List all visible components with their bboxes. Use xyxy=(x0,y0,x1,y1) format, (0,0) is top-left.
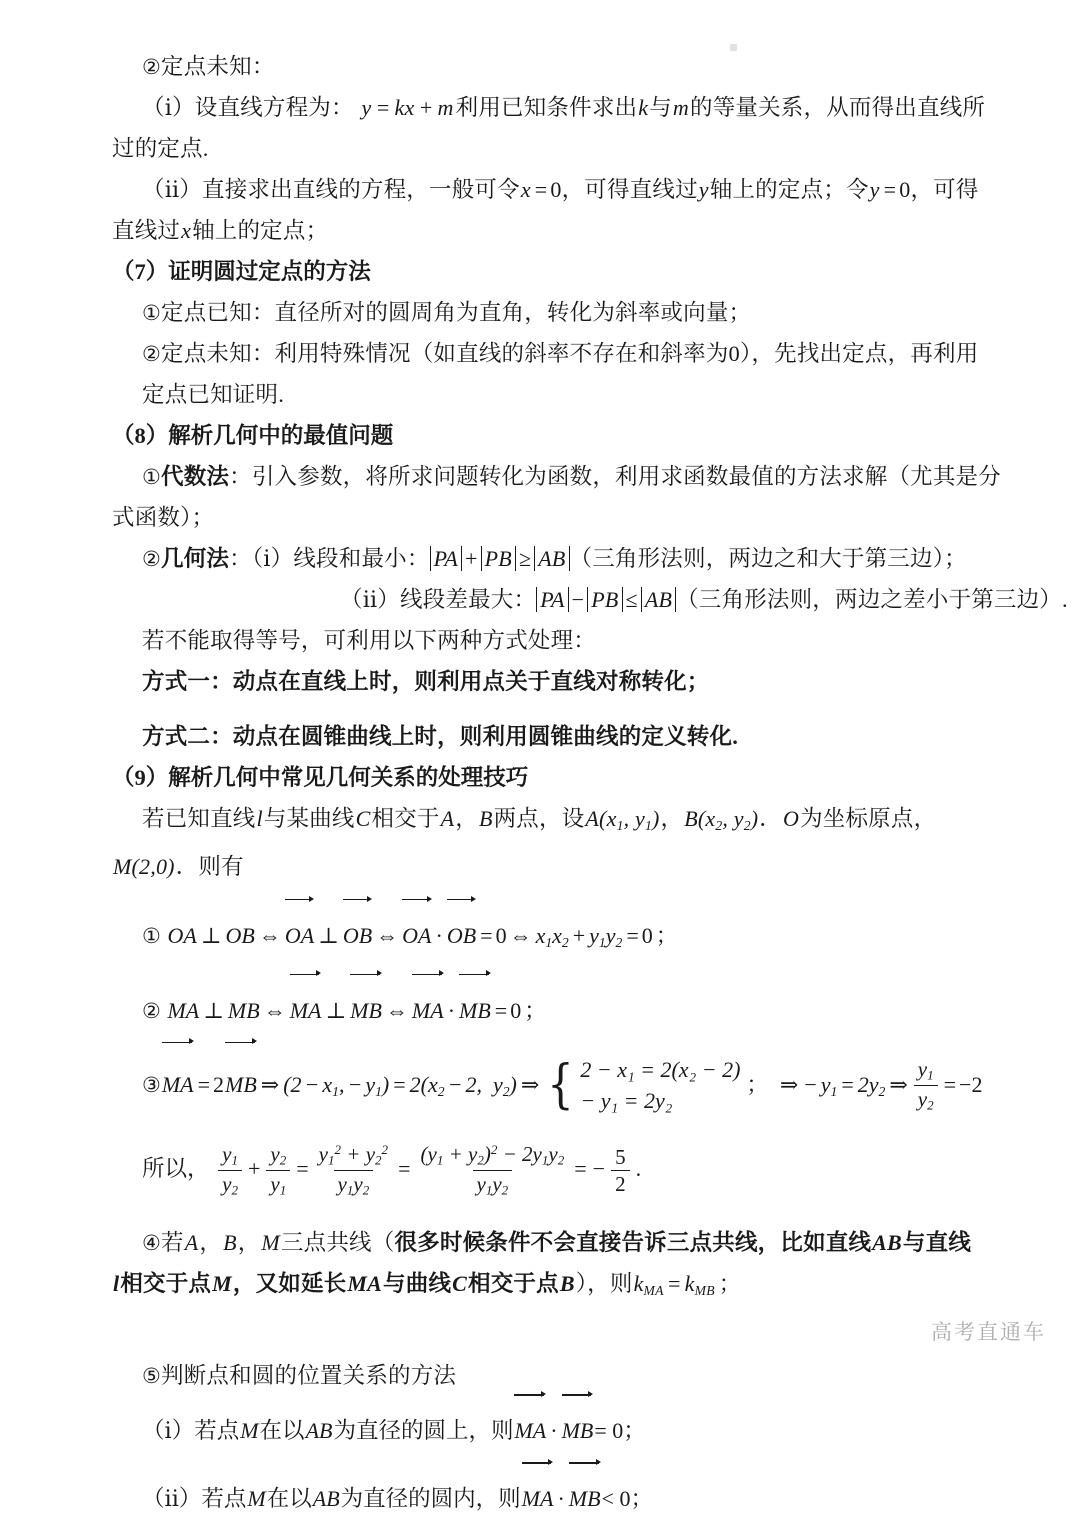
left-brace: { xyxy=(547,1054,575,1115)
section8-item-1-text: ：引入参数，将所求问题转化为函数，利用求函数最值的方法求解（尤其是分 xyxy=(229,464,1001,489)
f8-b: 在以 xyxy=(266,1486,312,1512)
f8-label: （ⅱ） xyxy=(142,1486,202,1512)
sub-label-ii: （ⅱ） xyxy=(142,177,202,202)
formula-4-sum-of-ratios: 所以， $\frac{y_1}{y_2}$ + $\frac{y_2}{y_1}$ = $\frac{y_1^2 + y_2^2}{y_1y_2}$ = $\frac{(y_1 + y_2)^2 - 2y_1y_2}{y_1y_2}$ = − $\frac{5}{2}$ . xyxy=(142,1142,642,1198)
seg-MA-bold: MA xyxy=(347,1271,383,1297)
var-y: y xyxy=(698,177,709,202)
list-marker-2c: ② xyxy=(142,547,162,571)
paragraph-sub-i xyxy=(112,87,1002,128)
vector-MA-3: MA xyxy=(162,1044,194,1124)
list-marker-4: ④ xyxy=(142,1231,162,1256)
paragraph-sub-ii xyxy=(112,169,1002,210)
var-M2: M xyxy=(261,1230,280,1256)
vector-OB: OB xyxy=(343,901,372,969)
intro-a: 若已知直线 xyxy=(142,806,256,831)
vector-MB: MB xyxy=(350,976,382,1044)
fraction-result: $\frac{5}{2}$ xyxy=(611,1145,630,1196)
section8-item-3-text-b: （三角形法则，两边之差小于第三边）. xyxy=(676,587,1068,612)
spacer xyxy=(112,1311,1002,1355)
vector-MA-5: MA xyxy=(522,1464,554,1532)
equation-line-form: y = kx + m xyxy=(361,95,454,120)
f5-bold-f: 相交于点 xyxy=(468,1271,559,1297)
fraction-y1-over-y2: $\frac{y_1}{y_2}$ xyxy=(218,1142,242,1198)
var-l: l xyxy=(256,806,263,831)
section7-item-1-text: 定点已知：直径所对的圆周角为直角，转化为斜率或向量； xyxy=(161,300,752,325)
vector-MA: MA xyxy=(290,976,322,1044)
method-algebraic-label: 代数法 xyxy=(161,464,230,489)
f5-bold-b: 与直线 xyxy=(902,1230,972,1256)
vector-MA-2: MA xyxy=(412,976,444,1044)
f7-rel: = 0 xyxy=(594,1418,624,1444)
seg-OB: OB xyxy=(225,922,255,948)
fraction-expanded: $\frac{(y_1 + y_2)^2 - 2y_1y_2}{y_1y_2}$ xyxy=(420,1142,565,1198)
fraction-squares: $\frac{y_1^2 + y_2^2}{y_1y_2}$ xyxy=(318,1142,389,1198)
var-C: C xyxy=(355,806,371,831)
section9-intro xyxy=(112,798,1002,846)
seg-AB-4: AB xyxy=(312,1486,340,1512)
intro-g: 为坐标原点， xyxy=(800,806,937,831)
sub-text-b: 利用已知条件求出 xyxy=(455,95,638,120)
abs-PB-2: PB xyxy=(587,587,622,612)
section8-item-3-text-a: （ⅱ）线段差最大： xyxy=(340,587,537,612)
list-marker-2b: ② xyxy=(142,342,162,366)
list-marker-3: ③ xyxy=(142,1072,161,1097)
f7-a: 若点 xyxy=(194,1418,240,1444)
sub-label-i: （ⅰ） xyxy=(142,95,195,120)
section7-item-2 xyxy=(112,333,1002,374)
section8-item-3: （ⅱ）线段差最大： PA − PB ≤ AB （三角形法则，两边之差小于第三边）. xyxy=(340,587,1068,612)
method-geometric-label: 几何法 xyxy=(161,546,230,571)
f5-a: 若 xyxy=(161,1230,184,1256)
f5-bold-c: 相交于点 xyxy=(120,1271,212,1297)
list-marker-5: ⑤ xyxy=(142,1364,162,1389)
intro-e: 两点，设 xyxy=(493,806,585,831)
paragraph-fixed-point-unknown xyxy=(112,46,1002,87)
section9-intro-cont xyxy=(112,846,1002,887)
list-marker-1c: ① xyxy=(142,923,161,948)
section8-item-1-cont: 式函数）； xyxy=(112,505,215,530)
system-row-2: − y₁ = 2y₂ xyxy=(580,1088,673,1114)
sub-text-c: 与 xyxy=(649,95,672,120)
sub-text-b2: ，可得直线过 xyxy=(561,177,698,202)
fraction-y2-over-y1: $\frac{y_2}{y_1}$ xyxy=(266,1142,290,1198)
system-row-1: 2 − x₁ = 2(x₂ − 2) xyxy=(580,1057,741,1083)
abs-AB-2: AB xyxy=(641,587,676,612)
section7-item-2-cont: 定点已知证明. xyxy=(142,382,285,407)
vector-MB-4: MB xyxy=(562,1396,594,1464)
var-A: A xyxy=(440,806,455,831)
f8-rel: < 0 xyxy=(601,1486,631,1512)
equation-y-zero: y = 0 xyxy=(869,177,911,202)
f5-c2: ， xyxy=(237,1230,261,1256)
sub-text-d: 的等量关系，从而得出直线所 xyxy=(690,95,986,120)
sub-text-a2: 直接求出直线的方程，一般可令 xyxy=(202,177,520,202)
section-heading-9: （9）解析几何中常见几何关系的处理技巧 xyxy=(112,765,529,790)
intro-f: ． xyxy=(759,806,782,831)
formula-7-point-on-circle: （ⅰ）若点M在以AB为直径的圆上，则MA · MB= 0； xyxy=(112,1396,1002,1464)
abs-PA: PA xyxy=(430,546,462,571)
intro-d: ， xyxy=(455,806,478,831)
paragraph-sub-ii-cont xyxy=(112,210,1002,251)
vector-MB-3: MB xyxy=(225,1044,257,1124)
formula-5-collinear xyxy=(112,1222,1002,1263)
var-M-bold: M xyxy=(212,1271,232,1297)
watermark: 高考直通车 xyxy=(931,1321,1046,1344)
var-B2: B xyxy=(223,1230,237,1256)
var-x-axis: x xyxy=(181,218,192,243)
f8-c: 为直径的圆内，则 xyxy=(340,1486,521,1512)
paragraph-sub-i-cont: 过的定点. xyxy=(112,136,209,161)
section-heading-7: （7）证明圆过定点的方法 xyxy=(112,259,371,284)
spacer xyxy=(112,702,1002,716)
spacer xyxy=(112,887,1002,901)
var-C-bold: C xyxy=(452,1271,468,1297)
formula-6-point-circle-heading xyxy=(112,1355,1002,1396)
spacer xyxy=(112,1208,1002,1222)
fraction-y1-y2: $\frac{y_1}{y_2}$ xyxy=(914,1057,938,1113)
f5-c: ），则 xyxy=(575,1271,633,1297)
f8-a: 若点 xyxy=(201,1486,247,1512)
cont-text-b: 轴上的定点； xyxy=(192,218,329,243)
var-k: k xyxy=(638,95,649,120)
var-B: B xyxy=(478,806,493,831)
section8-item-2-text-a: ：（ⅰ）线段和最小： xyxy=(229,546,430,571)
slope-equality: $k_{MA} = k_{MB}$ xyxy=(633,1271,715,1299)
list-marker-2: ② xyxy=(142,55,162,79)
sub-text-c2: 轴上的定点；令 xyxy=(709,177,869,202)
therefore-label: 所以， xyxy=(142,1156,210,1182)
f7-label: （ⅰ） xyxy=(142,1418,195,1444)
equation-system xyxy=(544,1054,741,1116)
section7-item-2-text: 定点未知：利用特殊情况（如直线的斜率不存在和斜率为0），先找出定点，再利用 xyxy=(161,341,979,366)
var-O: O xyxy=(782,806,800,831)
var-A2: A xyxy=(184,1230,199,1256)
f5-c1: ， xyxy=(199,1230,223,1256)
abs-PA-2: PA xyxy=(536,587,568,612)
cont-text-a: 直线过 xyxy=(112,218,181,243)
list-marker-2d: ② xyxy=(142,998,161,1023)
abs-PB: PB xyxy=(481,546,516,571)
formula-3-vector-ratio: ③MA = 2MB ⇒ ($2 - x_1$, − $y_1) = 2(x_2 - 2$, $y_2$) ⇒ { 2 − x₁ = 2(x₂ − 2) − y₁ = 2y₂ ； ⇒ − $y_1 = 2y_2$ ⇒ $\frac{y_1}{y_2}$ = −2 xyxy=(112,1044,1002,1131)
f5-bold-e: 与曲线 xyxy=(383,1271,452,1297)
intro-b: 与某曲线 xyxy=(263,806,355,831)
list-marker-1b: ① xyxy=(142,465,162,489)
point-M: M(2,0) xyxy=(113,853,175,879)
section-heading-8: （8）解析几何中的最值问题 xyxy=(112,423,394,448)
formula-5-collinear-cont: l相交于点M，又如延长MA与曲线C相交于点B），则$k_{MA} = k_{MB}$ ； xyxy=(113,1271,741,1299)
f5-b: 三点共线（ xyxy=(280,1230,395,1256)
seg-MB: MB xyxy=(227,997,260,1023)
var-M3: M xyxy=(240,1418,259,1444)
var-AB-bold: AB xyxy=(872,1230,902,1256)
var-l-bold: l xyxy=(113,1271,120,1297)
abs-AB: AB xyxy=(534,546,569,571)
intro-c: 相交于 xyxy=(371,806,440,831)
formula-1-perpendicular-OA-OB: ① OA ⊥ OB ⇔ OA ⊥ OB ⇔ OA · OB = 0 ⇔ $x_1x_2 + y_1y_2 = 0$ ； xyxy=(112,901,1002,976)
section8-item-2: ②几何法：（ⅰ）线段和最小： PA + PB ≥ AB （三角形法则，两边之和大于第三边）； xyxy=(142,546,967,571)
section8-way-2: 方式二：动点在圆锥曲线上时，则利用圆锥曲线的定义转化. xyxy=(142,724,739,749)
vector-MB-5: MB xyxy=(569,1464,601,1532)
section8-item-2-text-b: （三角形法则，两边之和大于第三边）； xyxy=(569,546,967,571)
list-marker-1: ① xyxy=(142,301,162,325)
point-B: $B(x_2$, $y_2$) xyxy=(684,806,759,833)
sub-text-a: 设直线方程为： xyxy=(194,95,354,120)
seg-AB-3: AB xyxy=(305,1418,333,1444)
vector-MB-2: MB xyxy=(459,976,491,1044)
f8-end: ； xyxy=(630,1486,653,1512)
vector-OA: OA xyxy=(285,901,314,969)
f7-c: 为直径的圆上，则 xyxy=(333,1418,514,1444)
f7-end: ； xyxy=(623,1418,646,1444)
point-A: $A(x_1$, $y_1$) xyxy=(585,806,660,833)
section8-item-1 xyxy=(112,456,1002,497)
formula-2-perpendicular-MA-MB: ② MA ⊥ MB ⇔ MA ⊥ MB ⇔ MA · MB = 0 ； xyxy=(112,976,1002,1044)
sub-text-d2: ，可得 xyxy=(910,177,979,202)
section8-way-1: 方式一：动点在直线上时，则利用点关于直线对称转化； xyxy=(142,669,710,694)
seg-MA: MA xyxy=(167,997,200,1023)
intro-h: ．则有 xyxy=(175,853,244,879)
f5-bold-d: ，又如延长 xyxy=(232,1271,347,1297)
intro-d2: ， xyxy=(660,806,684,831)
document-content xyxy=(112,46,1068,1532)
paragraph-text: 定点未知： xyxy=(161,54,275,79)
var-M4: M xyxy=(247,1486,266,1512)
formula-8-point-inside-circle: （ⅱ）若点M在以AB为直径的圆内，则MA · MB< 0； xyxy=(112,1464,1002,1532)
f5-bold-a: 很多时候条件不会直接告诉三点共线，比如直线 xyxy=(394,1230,872,1256)
var-B-bold: B xyxy=(559,1271,575,1297)
seg-OA: OA xyxy=(167,922,197,948)
f7-b: 在以 xyxy=(259,1418,305,1444)
vector-OA-2: OA xyxy=(402,901,431,969)
vector-OB-2: OB xyxy=(447,901,476,969)
var-m: m xyxy=(672,95,689,120)
section8-note: 若不能取得等号，可利用以下两种方式处理： xyxy=(142,628,597,653)
equation-x-zero: x = 0 xyxy=(520,177,562,202)
vector-MA-4: MA xyxy=(514,1396,546,1464)
f6-text: 判断点和圆的位置关系的方法 xyxy=(161,1363,457,1389)
section7-item-1 xyxy=(112,292,1002,333)
